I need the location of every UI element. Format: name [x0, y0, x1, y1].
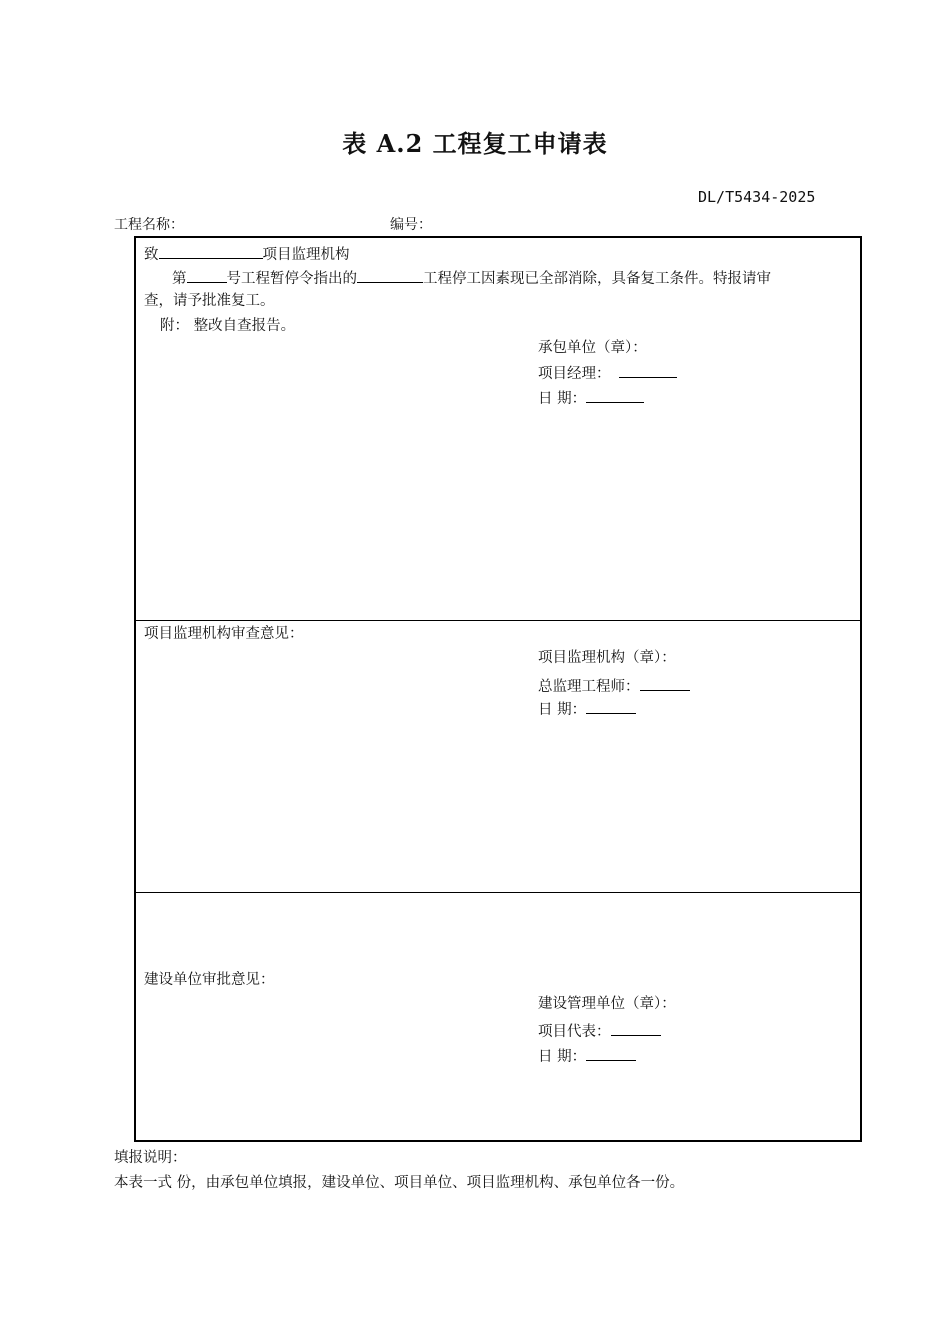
notes-text: 本表一式 份，由承包单位填报，建设单位、项目单位、项目监理机构、承包单位各一份。 — [114, 1175, 685, 1191]
project-manager-blank[interactable] — [619, 362, 677, 378]
number-label: 编号： — [390, 217, 432, 233]
owner-representative-blank[interactable] — [611, 1020, 661, 1036]
owner-date-line — [538, 1045, 636, 1067]
chief-engineer-label: 总监理工程师： — [538, 679, 640, 695]
contractor-seal-label: 承包单位（章）： — [538, 340, 647, 356]
owner-approval-heading: 建设单位审批意见： — [144, 972, 275, 988]
contractor-date-label: 日 期： — [538, 391, 587, 407]
request-paragraph-line2: 查，请予批准复工。 — [144, 293, 275, 309]
project-manager-line — [538, 362, 677, 384]
chief-engineer-blank[interactable] — [640, 675, 690, 691]
notes-heading: 填报说明： — [114, 1150, 187, 1166]
section-divider-2 — [136, 892, 860, 893]
chief-engineer-line — [538, 675, 690, 697]
contractor-date-line — [538, 387, 644, 409]
supervision-date-blank[interactable] — [586, 698, 636, 714]
supervision-seal-label: 项目监理机构（章）： — [538, 650, 676, 666]
supervision-date-label: 日 期： — [538, 702, 587, 718]
owner-date-blank[interactable] — [586, 1045, 636, 1061]
addressee-suffix: 项目监理机构 — [262, 247, 350, 263]
addressee-prefix: 致 — [144, 247, 159, 263]
section-divider-1 — [136, 620, 860, 621]
addressee-line — [144, 243, 350, 265]
form-title: 表 A.2 工程复工申请表 — [342, 129, 608, 158]
order-number-blank[interactable] — [187, 267, 227, 283]
paragraph-prefix: 第 — [172, 271, 187, 287]
owner-date-label: 日 期： — [538, 1049, 587, 1065]
project-manager-label: 项目经理： — [538, 366, 611, 382]
paragraph-suffix: 工程停工因素现已全部消除，具备复工条件。特报请审 — [423, 271, 771, 287]
application-form-table — [134, 236, 862, 1142]
owner-seal-label: 建设管理单位（章）： — [538, 996, 676, 1012]
supervision-date-line — [538, 698, 636, 720]
work-name-blank[interactable] — [357, 267, 423, 283]
addressee-blank[interactable] — [159, 243, 263, 259]
owner-representative-label: 项目代表： — [538, 1024, 611, 1040]
paragraph-mid: 号工程暂停令指出的 — [226, 271, 357, 287]
supervision-review-heading: 项目监理机构审查意见： — [144, 626, 304, 642]
contractor-date-blank[interactable] — [586, 387, 644, 403]
standard-code: DL/T5434-2025 — [698, 188, 816, 206]
project-name-label: 工程名称： — [114, 217, 184, 233]
attachment-note: 附： 整改自查报告。 — [160, 318, 296, 334]
owner-representative-line — [538, 1020, 661, 1042]
request-paragraph-line1 — [172, 267, 771, 289]
